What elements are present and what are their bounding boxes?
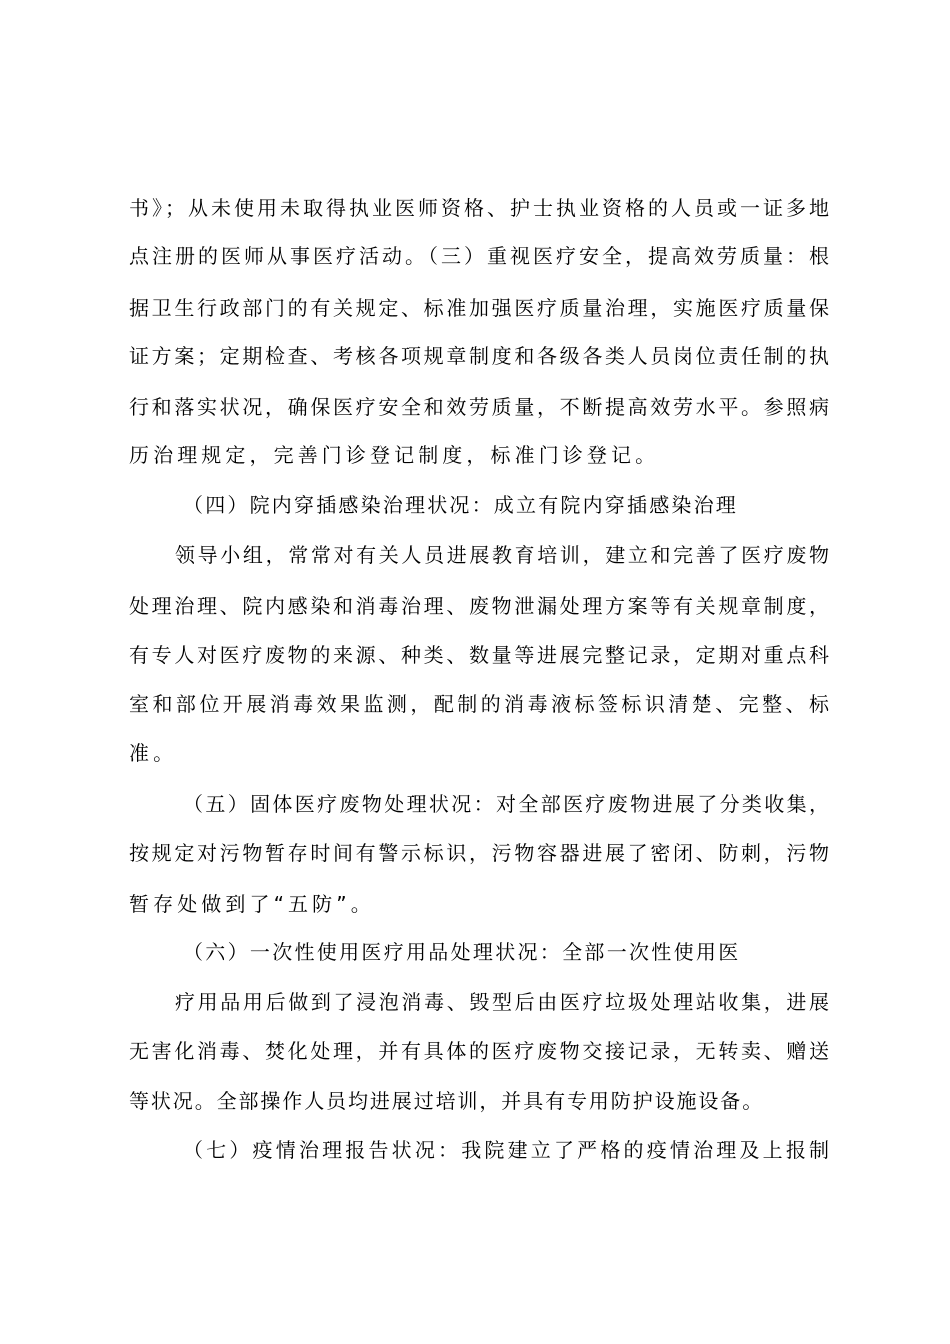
- paragraph-line: 等状况。全部操作人员均进展过培训，并具有专用防护设施设备。: [129, 1089, 765, 1113]
- paragraph-line: 疗用品用后做到了浸泡消毒、毁型后由医疗垃圾处理站收集，进展: [175, 990, 829, 1014]
- paragraph-line: 历治理规定，完善门诊登记制度，标准门诊登记。: [129, 443, 660, 467]
- paragraph-line: 证方案；定期检查、考核各项规章制度和各级各类人员岗位责任制的执: [129, 344, 829, 368]
- paragraph-line: （六）一次性使用医疗用品处理状况：全部一次性使用医: [183, 940, 741, 964]
- paragraph-line: 行和落实状况，确保医疗安全和效劳质量，不断提高效劳水平。参照病: [129, 395, 829, 419]
- paragraph-line: 有专人对医疗废物的来源、种类、数量等进展完整记录，定期对重点科: [129, 643, 829, 667]
- paragraph-line: 据卫生行政部门的有关规定、标准加强医疗质量治理，实施医疗质量保: [129, 296, 829, 320]
- paragraph-line: 点注册的医师从事医疗活动。（三）重视医疗安全，提高效劳质量：根: [129, 244, 829, 268]
- paragraph-line: （五）固体医疗废物处理状况：对全部医疗废物进展了分类收集，: [183, 792, 829, 816]
- paragraph-line: （四）院内穿插感染治理状况：成立有院内穿插感染治理: [183, 493, 738, 517]
- paragraph-line: 室和部位开展消毒效果监测，配制的消毒液标签标识清楚、完整、标: [129, 692, 829, 716]
- paragraph-line: 处理治理、院内感染和消毒治理、废物泄漏处理方案等有关规章制度，: [129, 594, 829, 618]
- paragraph-line: 准。: [129, 741, 178, 765]
- paragraph-line: 书》；从未使用未取得执业医师资格、护士执业资格的人员或一证多地: [129, 196, 829, 220]
- paragraph-line: 按规定对污物暂存时间有警示标识，污物容器进展了密闭、防刺，污物: [129, 841, 829, 865]
- paragraph-line: 无害化消毒、焚化处理，并有具体的医疗废物交接记录，无转卖、赠送: [129, 1039, 829, 1063]
- paragraph-line: （七）疫情治理报告状况：我院建立了严格的疫情治理及上报制: [183, 1138, 829, 1162]
- paragraph-line: 领导小组，常常对有关人员进展教育培训，建立和完善了医疗废物: [175, 543, 829, 567]
- paragraph-line: 暂存处做到了“五防”。: [129, 892, 375, 916]
